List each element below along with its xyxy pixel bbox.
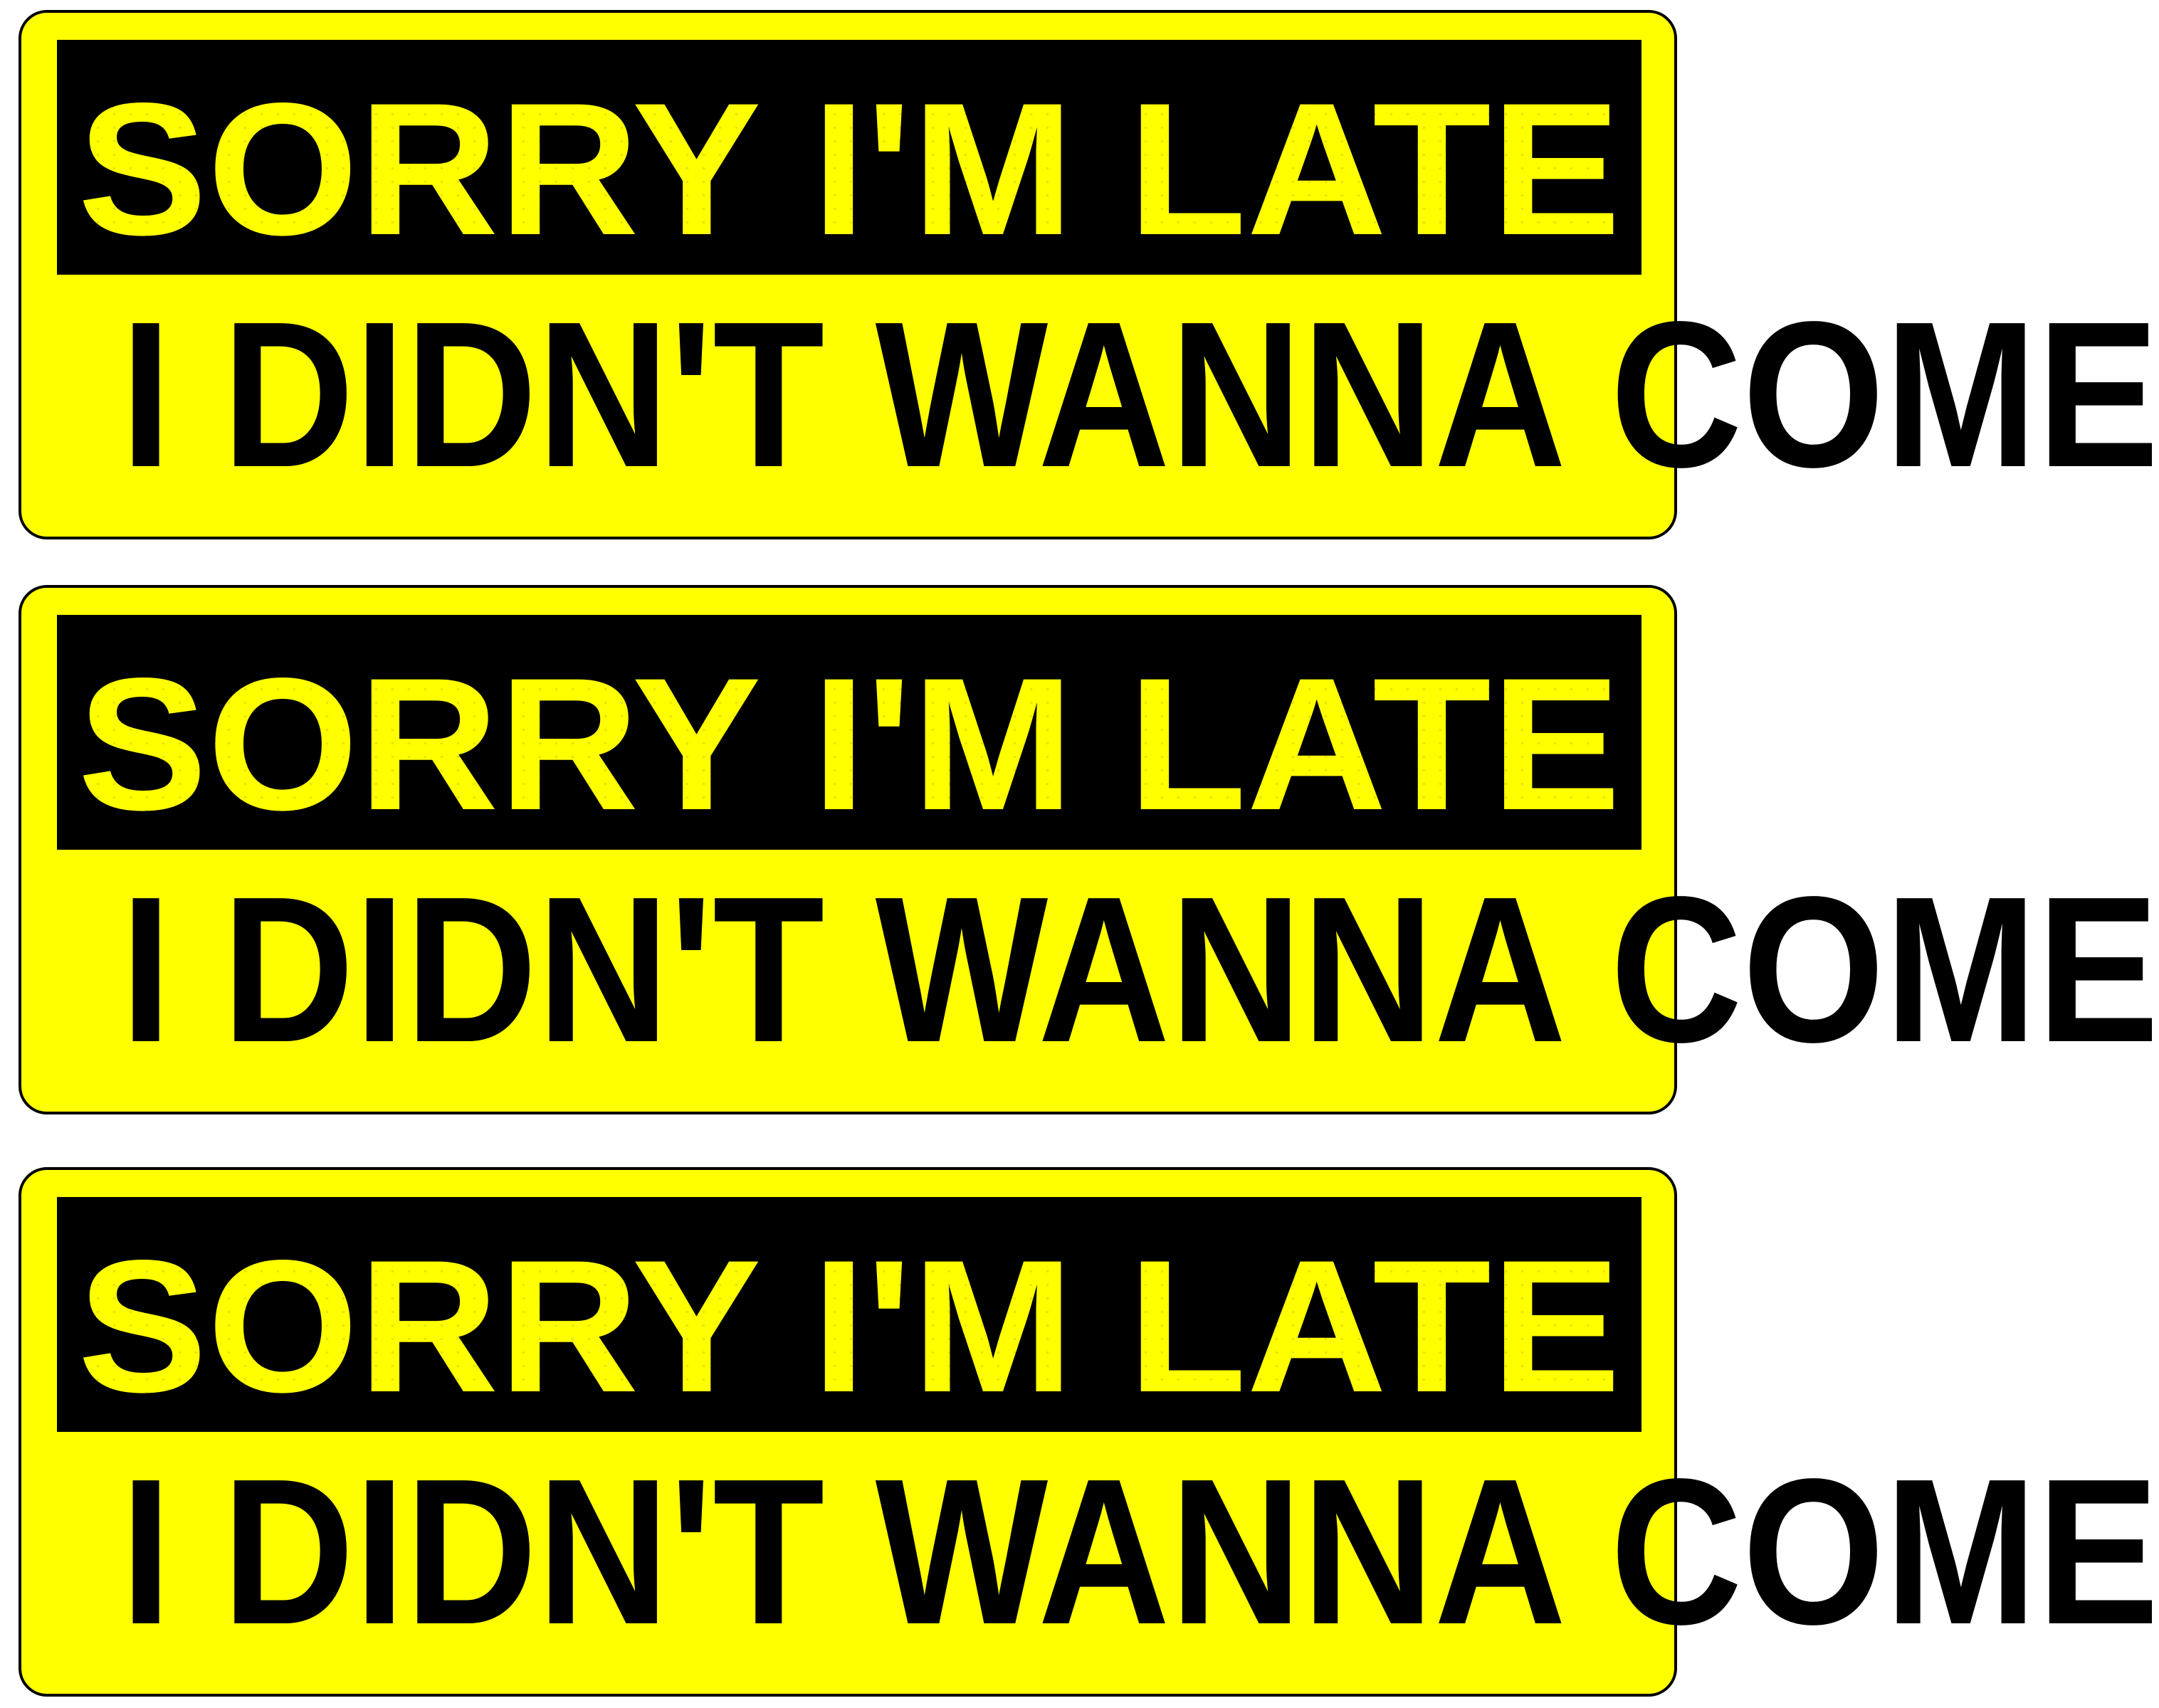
sticker-banner bbox=[57, 615, 1641, 850]
sticker-headline: SORRY I'M LATE bbox=[78, 1221, 1621, 1432]
sticker-banner bbox=[57, 40, 1641, 275]
sticker-subline: I DIDN'T WANNA COME bbox=[120, 278, 2159, 510]
sticker-headline: SORRY I'M LATE bbox=[78, 64, 1621, 275]
sticker-banner bbox=[57, 1197, 1641, 1432]
sticker-subline: I DIDN'T WANNA COME bbox=[120, 853, 2159, 1085]
sticker-headline: SORRY I'M LATE bbox=[78, 639, 1621, 850]
sticker-subline: I DIDN'T WANNA COME bbox=[120, 1435, 2159, 1667]
sticker-2 bbox=[19, 585, 2159, 1114]
sticker-3 bbox=[19, 1167, 2159, 1697]
sticker-1 bbox=[19, 10, 2159, 539]
